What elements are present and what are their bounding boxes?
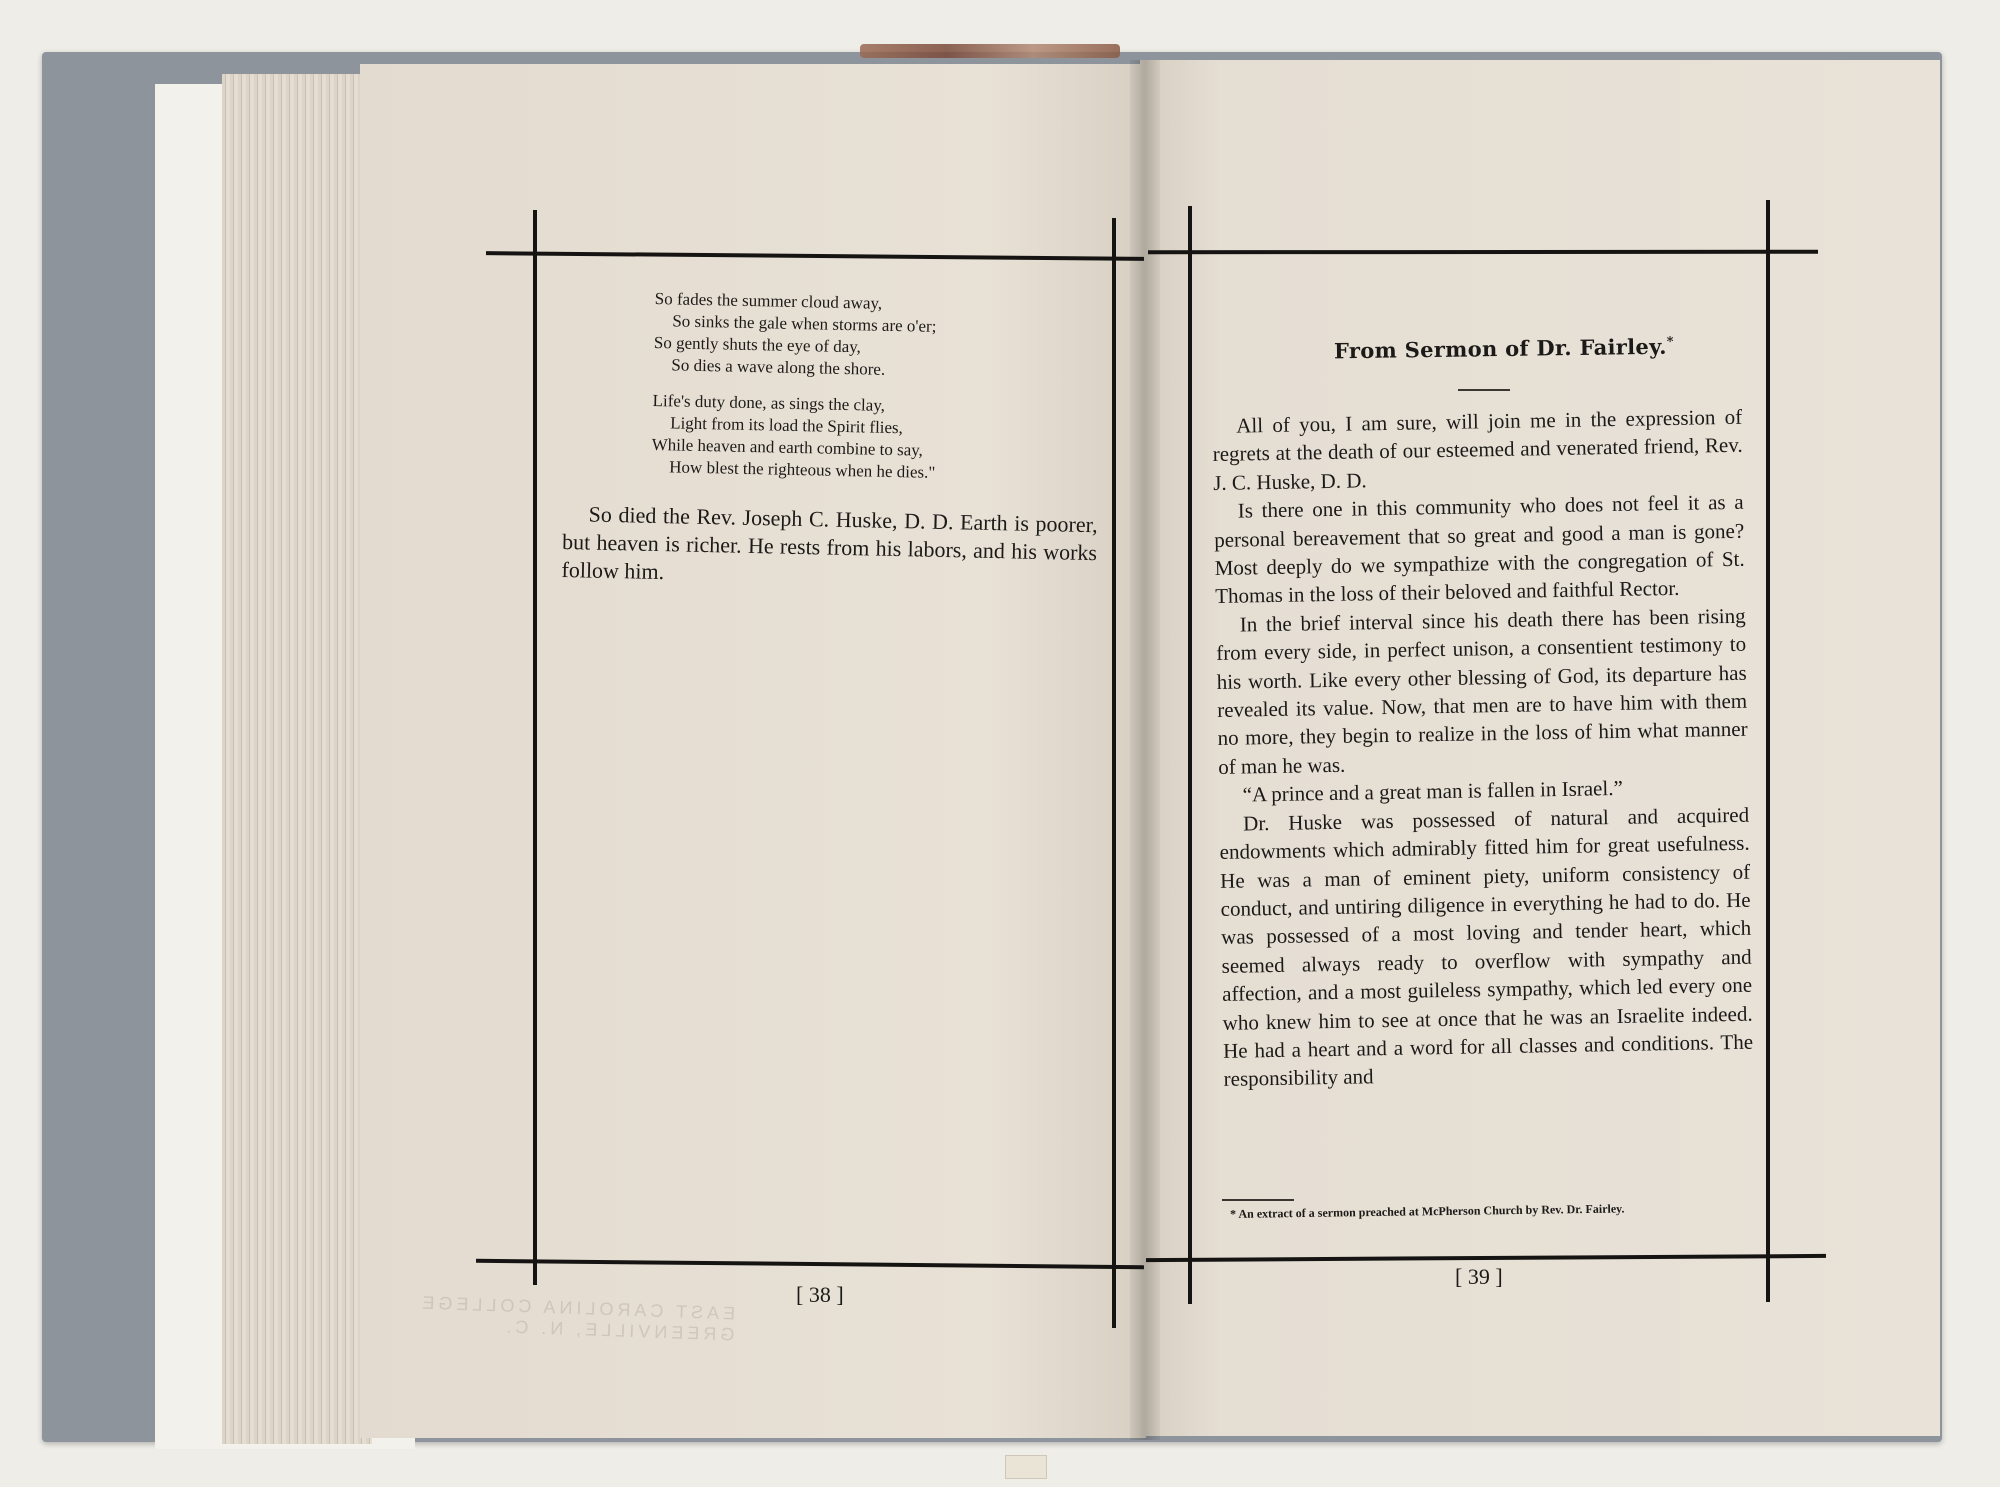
page-edges: [222, 74, 372, 1444]
stamp-line-2: GREENVILLE, N. C.: [502, 1316, 735, 1345]
poem-line: So sinks the gale when storms are o'er;: [672, 311, 937, 336]
heading-divider: [1458, 389, 1510, 391]
stamp-line-1: EAST CAROLINA COLLEGE: [418, 1292, 736, 1324]
sermon-paragraph: All of you, I am sure, will join me in the expression of regrets at the death of our esteemed and venerated friend, Rev. J. C. Huske, D. D.: [1212, 404, 1743, 495]
right-frame-top: [1148, 250, 1818, 255]
sermon-text: [1212, 403, 1754, 1094]
left-frame-left: [533, 210, 537, 1285]
heading-text: From Sermon of Dr. Fairley.: [1333, 333, 1667, 364]
gutter-shadow: [1130, 60, 1160, 1440]
poem-stanza-1: [653, 288, 1055, 384]
poem-line: So dies a wave along the shore.: [671, 355, 886, 379]
poem-line: While heaven and earth combine to say,: [651, 434, 924, 460]
sermon-paragraph: In the brief interval since his death there has been rising from every side, in perfect unison, a consentient testimony to his worth. Like every other blessing of God, its departure has revealed its value. Now, that men are to have him with them no more, they begin to realize in the loss of him what manner of man he was.: [1216, 603, 1748, 779]
left-page: [360, 64, 1146, 1438]
section-heading: [1334, 334, 1674, 364]
left-frame-right: [1112, 218, 1116, 1328]
bookmark-ribbon: [860, 44, 1120, 58]
poem-line: Light from its load the Spirit flies,: [669, 413, 904, 438]
footnote: * An extract of a sermon preached at McPherson Church by Rev. Dr. Fairley.: [1230, 1201, 1625, 1221]
sermon-quote: “A prince and a great man is fallen in Israel.”: [1242, 776, 1624, 807]
poem: [651, 288, 1055, 500]
closing-paragraph: So died the Rev. Joseph C. Huske, D. D. Earth is poorer, but heaven is richer. He rests from his labors, and his works follow him.: [561, 501, 1098, 585]
poem-line: Life's duty done, as sings the clay,: [652, 390, 886, 415]
poem-line: How blest the righteous when he dies.": [669, 457, 936, 482]
poem-stanza-2: [651, 390, 1053, 486]
poem-line: So gently shuts the eye of day,: [653, 332, 862, 357]
right-frame-right: [1766, 200, 1770, 1302]
page-number-39: [ 39 ]: [1455, 1264, 1503, 1289]
footnote-divider: [1222, 1199, 1294, 1201]
heading-footnote-mark: *: [1666, 334, 1674, 350]
poem-line: So fades the summer cloud away,: [654, 288, 883, 313]
ribbon-tail: [1005, 1455, 1047, 1479]
sermon-paragraph: Dr. Huske was possessed of natural and acquired endowments which admirably fitted him for great usefulness. He was a man of eminent piety, uniform consistency of conduct, and untiring diligence in everything he had to do. He was possessed of a most loving and tender heart, which seemed always ready to overflow with sympathy and affection, and a most guileless sympathy, which led every one who knew him to see at once that he was an Israelite indeed. He had a heart and a word for all classes and conditions. The responsibility and: [1219, 802, 1754, 1092]
sermon-paragraph: Is there one in this community who does not feel it as a personal bereavement that so great and good a man is gone? Most deeply do we sympathize with the congregation of St. Thomas in the loss of their beloved and faithful Rector.: [1214, 489, 1745, 609]
page-number-38: [ 38 ]: [796, 1282, 844, 1307]
right-frame-left: [1188, 206, 1192, 1304]
